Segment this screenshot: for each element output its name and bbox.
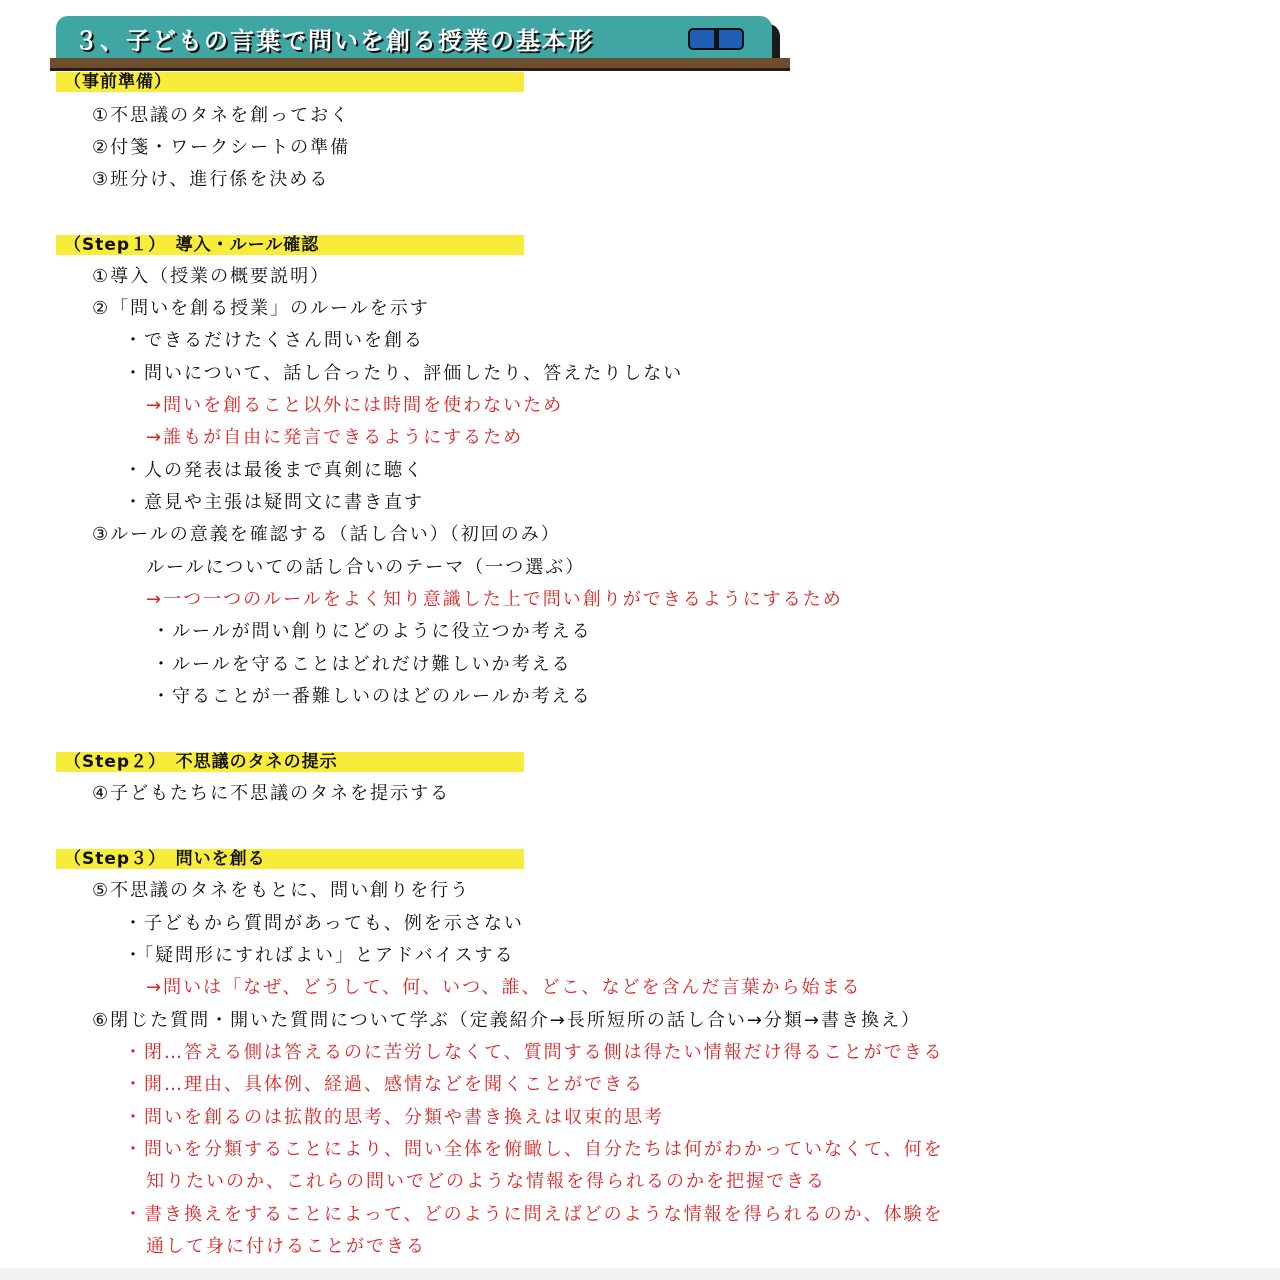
step1-line-6: →誰もが自由に発言できるようにするため [146,427,524,448]
section-label-step1: （Step１） 導入・ルール確認 [56,235,524,255]
prep-line-2: ②付箋・ワークシートの準備 [92,137,351,158]
title-shelf [50,58,790,71]
title-bar [56,16,772,60]
step3-line-8: ・問いを創るのは拡散的思考、分類や書き換えは収束的思考 [124,1107,664,1128]
step1-line-2: ②「問いを創る授業」のルールを示す [92,298,430,319]
step3-line-3: ・「疑問形にすればよい」とアドバイスする [124,945,515,966]
prep-line-1: ①不思議のタネを創っておく [92,105,351,126]
page-title: ３、子どもの言葉で問いを創る授業の基本形 [74,26,594,55]
title-banner [50,14,800,76]
step1-line-4: ・問いについて、話し合ったり、評価したり、答えたりしない [124,363,684,384]
bottom-strip [0,1268,1280,1280]
step3-line-4: →問いは「なぜ、どうして、何、いつ、誰、どこ、などを含んだ言葉から始まる [146,977,862,998]
step3-line-2: ・子どもから質問があっても、例を示さない [124,913,524,934]
step1-line-13: ・ルールを守ることはどれだけ難しいか考える [152,654,572,675]
step3-line-7: ・開…理由、具体例、経過、感情などを聞くことができる [124,1074,644,1095]
step1-line-8: ・意見や主張は疑問文に書き直す [124,492,424,513]
step1-line-11: →一つ一つのルールをよく知り意識した上で問い創りができるようにするため [146,589,843,610]
step3-line-10: 知りたいのか、これらの問いでどのような情報を得られるのかを把握できる [146,1171,826,1192]
step1-line-12: ・ルールが問い創りにどのように役立つか考える [152,621,592,642]
step3-line-6: ・閉…答える側は答えるのに苦労しなくて、質問する側は得たい情報だけ得ることができる [124,1042,944,1063]
section-label-step3: （Step３） 問いを創る [56,849,524,869]
step1-line-9: ③ルールの意義を確認する（話し合い）（初回のみ） [92,524,561,545]
step1-line-7: ・人の発表は最後まで真剣に聴く [124,460,424,481]
step1-line-3: ・できるだけたくさん問いを創る [124,330,424,351]
step1-line-10: ルールについての話し合いのテーマ（一つ選ぶ） [146,557,586,578]
step3-line-12: 通して身に付けることができる [146,1236,426,1257]
section-label-step2: （Step２） 不思議のタネの提示 [56,752,524,772]
section-label-prep: （事前準備） [56,72,524,92]
step1-line-5: →問いを創ること以外には時間を使わないため [146,395,564,416]
step3-line-5: ⑥閉じた質問・開いた質問について学ぶ（定義紹介→長所短所の話し合い→分類→書き換え） [92,1010,922,1031]
step3-line-1: ⑤不思議のタネをもとに、問い創りを行う [92,880,471,901]
step3-line-11: ・書き換えをすることによって、どのように問えばどのような情報を得られるのか、体験を [124,1204,944,1225]
book-icon [688,28,744,50]
step3-line-9: ・問いを分類することにより、問い全体を俯瞰し、自分たちは何がわかっていなくて、何を [124,1139,944,1160]
step2-line-1: ④子どもたちに不思議のタネを提示する [92,783,451,804]
prep-line-3: ③班分け、進行係を決める [92,169,330,190]
step1-line-1: ①導入（授業の概要説明） [92,266,331,287]
step1-line-14: ・守ることが一番難しいのはどのルールか考える [152,686,592,707]
